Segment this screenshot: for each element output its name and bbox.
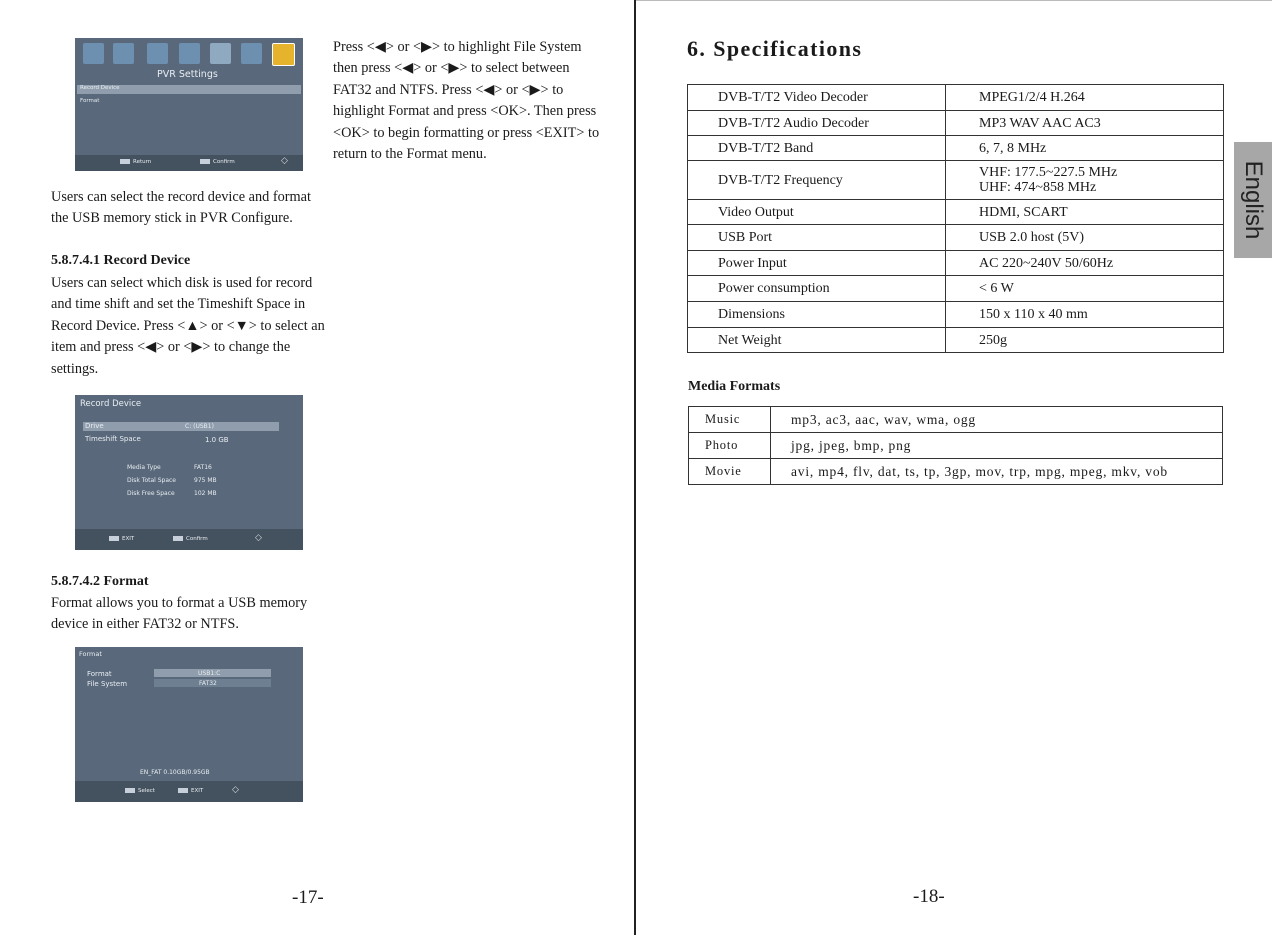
spec-value: HDMI, SCART xyxy=(946,200,1224,225)
spec-row xyxy=(688,85,1224,111)
spec-value-uhf: UHF: 474~858 MHz xyxy=(979,180,1097,195)
settings-gear-icon xyxy=(210,43,231,64)
spec-key: Power Input xyxy=(688,251,946,276)
language-tab-label: English xyxy=(1240,160,1267,240)
pvr-footer-confirm: Confirm xyxy=(213,159,235,165)
format-screen-title: Format xyxy=(79,650,102,658)
media-row xyxy=(689,407,1223,433)
intro-right-paragraph: Press <◀> or <▶> to highlight File System then press <◀> or <▶> to select between FAT32 and NTFS. Press <◀> or <▶> to highlight Format and press <OK>. Then press <OK> to begin formatting or press <EXIT> to return to the Format menu. xyxy=(333,39,600,163)
specifications-table xyxy=(687,84,1224,353)
format-footer-select: Select xyxy=(138,788,155,794)
file-system-label: File System xyxy=(87,680,128,688)
media-extensions: jpg, jpeg, bmp, png xyxy=(771,433,1223,459)
media-type-label: Media Type xyxy=(127,464,161,471)
spec-key: DVB-T/T2 Audio Decoder xyxy=(688,111,946,136)
media-type: Movie xyxy=(689,459,771,485)
spec-key: Power consumption xyxy=(688,276,946,302)
pvr-folder-icon xyxy=(272,43,295,66)
drive-label: Drive xyxy=(85,422,104,430)
spec-value: 150 x 110 x 40 mm xyxy=(946,302,1224,328)
spec-value: MPEG1/2/4 H.264 xyxy=(946,85,1224,111)
spec-row xyxy=(688,251,1224,276)
nav-arrows-icon: ◇ xyxy=(232,785,239,795)
record-footer xyxy=(75,529,303,550)
media-formats-table xyxy=(688,406,1223,485)
spec-value: 6, 7, 8 MHz xyxy=(946,136,1224,161)
timeshift-value[interactable]: 1.0 GB xyxy=(205,436,229,444)
pvr-item-format[interactable]: Format xyxy=(80,98,100,104)
nav-arrows-icon: ◇ xyxy=(255,533,262,543)
record-device-screenshot xyxy=(75,395,303,550)
media-extensions: avi, mp4, flv, dat, ts, tp, 3gp, mov, trp, mpg, mpeg, mkv, vob xyxy=(771,459,1223,485)
spec-row xyxy=(688,161,1224,200)
time-icon xyxy=(179,43,200,64)
record-footer-exit: EXIT xyxy=(122,536,135,542)
record-device-title: Record Device xyxy=(80,399,142,409)
page-number-right: -18- xyxy=(913,886,945,907)
spec-value xyxy=(946,161,1224,200)
disk-total-value: 975 MB xyxy=(194,477,217,484)
media-type: Music xyxy=(689,407,771,433)
spec-key: Video Output xyxy=(688,200,946,225)
spec-value: AC 220~240V 50/60Hz xyxy=(946,251,1224,276)
disc-icon xyxy=(241,43,262,64)
nav-arrows-icon: ◇ xyxy=(281,156,288,166)
record-footer-confirm: Confirm xyxy=(186,536,208,542)
spec-value: < 6 W xyxy=(946,276,1224,302)
spec-key: Net Weight xyxy=(688,328,946,353)
spec-row xyxy=(688,302,1224,328)
spec-value: USB 2.0 host (5V) xyxy=(946,225,1224,251)
spec-row xyxy=(688,136,1224,161)
record-device-heading: 5.8.7.4.1 Record Device xyxy=(51,253,191,268)
format-footer-exit: EXIT xyxy=(191,788,204,794)
pvr-configure-paragraph: Users can select the record device and format the USB memory stick in PVR Configure. xyxy=(51,189,311,227)
format-footer xyxy=(75,781,303,802)
format-heading: 5.8.7.4.2 Format xyxy=(51,574,149,589)
media-row xyxy=(689,459,1223,485)
spec-row xyxy=(688,328,1224,353)
language-tab xyxy=(1234,142,1272,258)
media-extensions: mp3, ac3, aac, wav, wma, ogg xyxy=(771,407,1223,433)
drive-highlight-row xyxy=(83,422,279,431)
channel-icon xyxy=(113,43,134,64)
page-title: 6. Specifications xyxy=(687,36,863,61)
format-value[interactable]: USB1:C xyxy=(198,670,221,677)
disk-free-value: 102 MB xyxy=(194,490,217,497)
timeshift-label: Timeshift Space xyxy=(85,435,141,443)
format-label: Format xyxy=(87,670,112,678)
file-system-value[interactable]: FAT32 xyxy=(199,680,217,687)
media-row xyxy=(689,433,1223,459)
spec-row xyxy=(688,225,1224,251)
spec-row xyxy=(688,276,1224,302)
spec-key: DVB-T/T2 Band xyxy=(688,136,946,161)
format-paragraph: Format allows you to format a USB memory device in either FAT32 or NTFS. xyxy=(51,595,308,633)
picture-icon xyxy=(83,43,104,64)
media-type: Photo xyxy=(689,433,771,459)
top-border xyxy=(636,0,1272,1)
spec-value: MP3 WAV AAC AC3 xyxy=(946,111,1224,136)
page-number-left: -17- xyxy=(292,887,324,908)
search-icon xyxy=(147,43,168,64)
spec-value: 250g xyxy=(946,328,1224,353)
format-screenshot xyxy=(75,647,303,802)
pvr-settings-screenshot xyxy=(75,38,303,171)
spec-key: USB Port xyxy=(688,225,946,251)
pvr-footer-return: Return xyxy=(133,159,152,165)
drive-value[interactable]: C: (USB1) xyxy=(185,423,214,430)
spec-row xyxy=(688,200,1224,225)
pvr-footer xyxy=(75,155,303,171)
media-type-value: FAT16 xyxy=(194,464,212,471)
page-divider xyxy=(634,0,636,935)
format-status-text: EN_FAT 0.10GB/0.95GB xyxy=(140,769,210,776)
pvr-item-record-device[interactable]: Record Device xyxy=(80,85,120,91)
disk-free-label: Disk Free Space xyxy=(127,490,175,497)
pvr-settings-title: PVR Settings xyxy=(157,69,218,80)
spec-key: Dimensions xyxy=(688,302,946,328)
media-formats-heading: Media Formats xyxy=(688,379,781,394)
spec-row xyxy=(688,111,1224,136)
spec-key: DVB-T/T2 Frequency xyxy=(688,161,946,200)
record-device-paragraph: Users can select which disk is used for record and time shift and set the Timeshift Space in Record Device. Press <▲> or <▼> to select an item and press <◀> or <▶> to change the settings. xyxy=(51,275,325,377)
spec-value-vhf: VHF: 177.5~227.5 MHz xyxy=(979,165,1118,180)
disk-total-label: Disk Total Space xyxy=(127,477,176,484)
spec-key: DVB-T/T2 Video Decoder xyxy=(688,85,946,111)
